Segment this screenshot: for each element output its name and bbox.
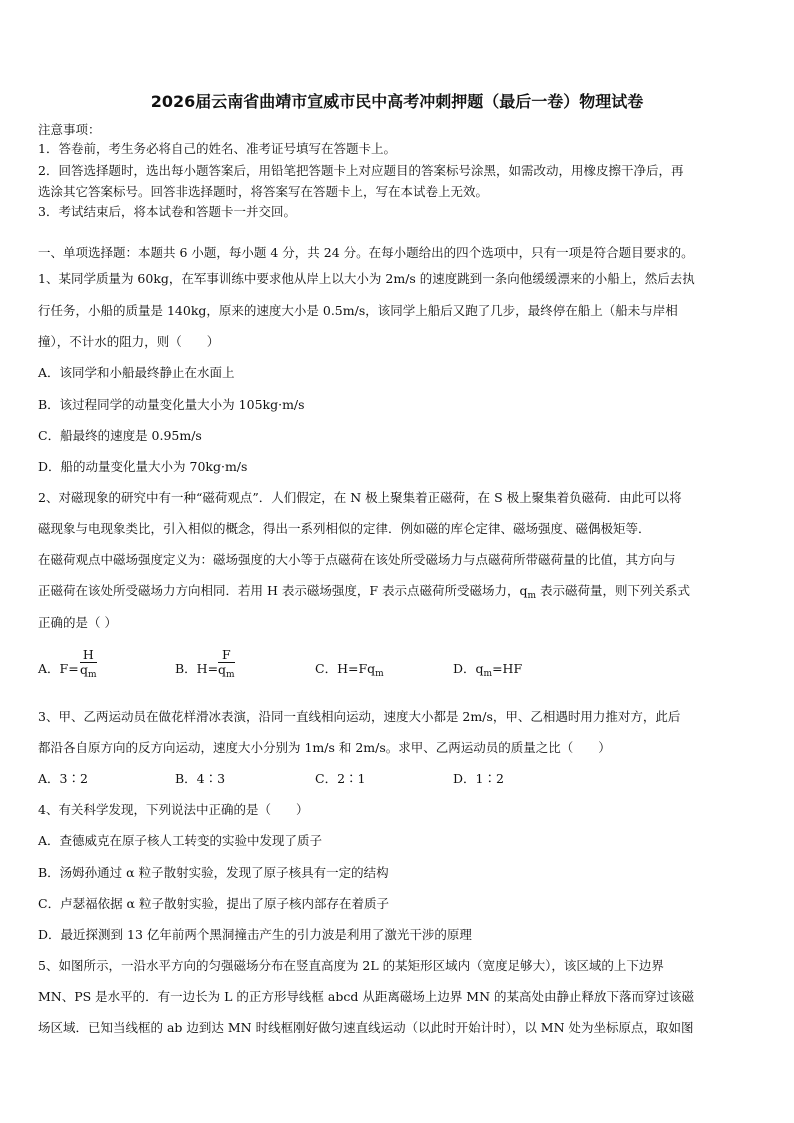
- question-2-option-a-prefix: A．F=: [38, 661, 79, 676]
- question-1-stem: 行任务，小船的质量是 140kg，原来的速度大小是 0.5m/s，该同学上船后又跑了几步，最终停在船上（船未与岸相: [38, 303, 678, 318]
- question-2-option-c: C．$H=Fq_m$: [315, 661, 384, 679]
- question-3-stem: 都沿各自原方向的反方向运动，速度大小分别为 1m/s 和 2m/s。求甲、乙两运动员的质量之比（ ）: [38, 740, 611, 755]
- question-5-stem: 场区域．已知当线框的 ab 边到达 MN 时线框刚好做匀速直线运动（以此时开始计时），以 MN 处为坐标原点，取如图: [38, 1020, 694, 1035]
- question-3-stem: 3、甲、乙两运动员在做花样滑冰表演，沿同一直线相向运动，速度大小都是 2m/s，甲、乙相遇时用力推对方，此后: [38, 709, 681, 724]
- question-2-stem-part: 表示磁荷量，则下列关系式: [536, 583, 691, 598]
- question-3-option-b: B．4∶3: [175, 771, 226, 786]
- question-2-stem: 在磁荷观点中磁场强度定义为：磁场强度的大小等于点磁荷在该处所受磁场力与点磁荷所带磁荷量的比值，其方向与: [38, 552, 676, 567]
- question-4-stem: 4、有关科学发现，下列说法中正确的是（ ）: [38, 802, 309, 817]
- question-5-stem: 5、如图所示，一沿水平方向的匀强磁场分布在竖直高度为 2L 的某矩形区域内（宽度足够大），该区域的上下边界: [38, 958, 664, 973]
- fraction-denominator: $q_m$: [80, 662, 97, 680]
- question-1-option-d: D．船的动量变化量大小为 70kg·m/s: [38, 459, 248, 474]
- notice-item: 3．考试结束后，将本试卷和答题卡一并交回。: [38, 204, 296, 219]
- question-2-option-d: D．$q_m=HF$: [453, 661, 523, 679]
- question-5-stem: MN、PS 是水平的．有一边长为 L 的正方形导线框 abcd 从距离磁场上边界 MN 的某高处由静止释放下落而穿过该磁: [38, 989, 695, 1004]
- notice-item: 2．回答选择题时，选出每小题答案后，用铅笔把答题卡上对应题目的答案标号涂黑，如需改动，用橡皮擦干净后，再: [38, 163, 684, 178]
- question-2-stem: 正确的是（ ）: [38, 615, 117, 630]
- fraction: [218, 648, 235, 682]
- fraction: [80, 648, 97, 682]
- question-1-stem: 撞），不计水的阻力，则（ ）: [38, 334, 220, 349]
- question-2-stem: 2、对磁现象的研究中有一种“磁荷观点”．人们假定，在 N 极上聚集着正磁荷，在 S 极上聚集着负磁荷．由此可以将: [38, 490, 682, 505]
- question-2-stem: 磁现象与电现象类比，引入相似的概念，得出一系列相似的定律．例如磁的库仑定律、磁场强度、磁偶极矩等．: [38, 521, 651, 536]
- question-1-stem: 1、某同学质量为 60kg，在军事训练中要求他从岸上以大小为 2m/s 的速度跳到一条向他缓缓漂来的小船上，然后去执: [38, 271, 695, 286]
- question-4-option-b: B．汤姆孙通过 α 粒子散射实验，发现了原子核具有一定的结构: [38, 865, 389, 880]
- question-1-option-c: C．船最终的速度是 0.95m/s: [38, 428, 202, 443]
- notice-item: 选涂其它答案标号。回答非选择题时，将答案写在答题卡上，写在本试卷上无效。: [38, 184, 489, 199]
- question-3-option-a: A．3∶2: [38, 771, 88, 786]
- fraction-numerator: F: [218, 648, 235, 663]
- fraction-numerator: H: [80, 648, 97, 663]
- notice-item: 1．答卷前，考生务必将自己的姓名、准考证号填写在答题卡上。: [38, 141, 396, 156]
- question-2-stem: [38, 582, 690, 605]
- notice-heading: 注意事项：: [38, 122, 101, 137]
- question-3-option-d: D．1∶2: [453, 771, 504, 786]
- question-2-option-b-prefix: B．H=: [175, 661, 219, 676]
- question-4-option-a: A．查德威克在原子核人工转变的实验中发现了质子: [38, 833, 323, 848]
- section-heading: 一、单项选择题：本题共 6 小题，每小题 4 分，共 24 分。在每小题给出的四个选项中，只有一项是符合题目要求的。: [38, 245, 694, 260]
- question-4-option-c: C．卢瑟福依据 α 粒子散射实验，提出了原子核内部存在着质子: [38, 896, 389, 911]
- subscript: m: [527, 591, 537, 601]
- question-1-option-b: B．该过程同学的动量变化量大小为 105kg·m/s: [38, 397, 305, 412]
- fraction-denominator: $q_m$: [218, 662, 235, 680]
- question-2-stem-part: 正磁荷在该处所受磁场力方向相同．若用 H 表示磁场强度，F 表示点磁荷所受磁场力，q: [38, 583, 528, 598]
- question-3-option-c: C．2∶1: [315, 771, 366, 786]
- question-1-option-a: A．该同学和小船最终静止在水面上: [38, 365, 235, 380]
- exam-title: 2026届云南省曲靖市宣威市民中高考冲刺押题（最后一卷）物理试卷: [150, 92, 644, 111]
- question-4-option-d: D．最近探测到 13 亿年前两个黑洞撞击产生的引力波是利用了激光干涉的原理: [38, 927, 472, 942]
